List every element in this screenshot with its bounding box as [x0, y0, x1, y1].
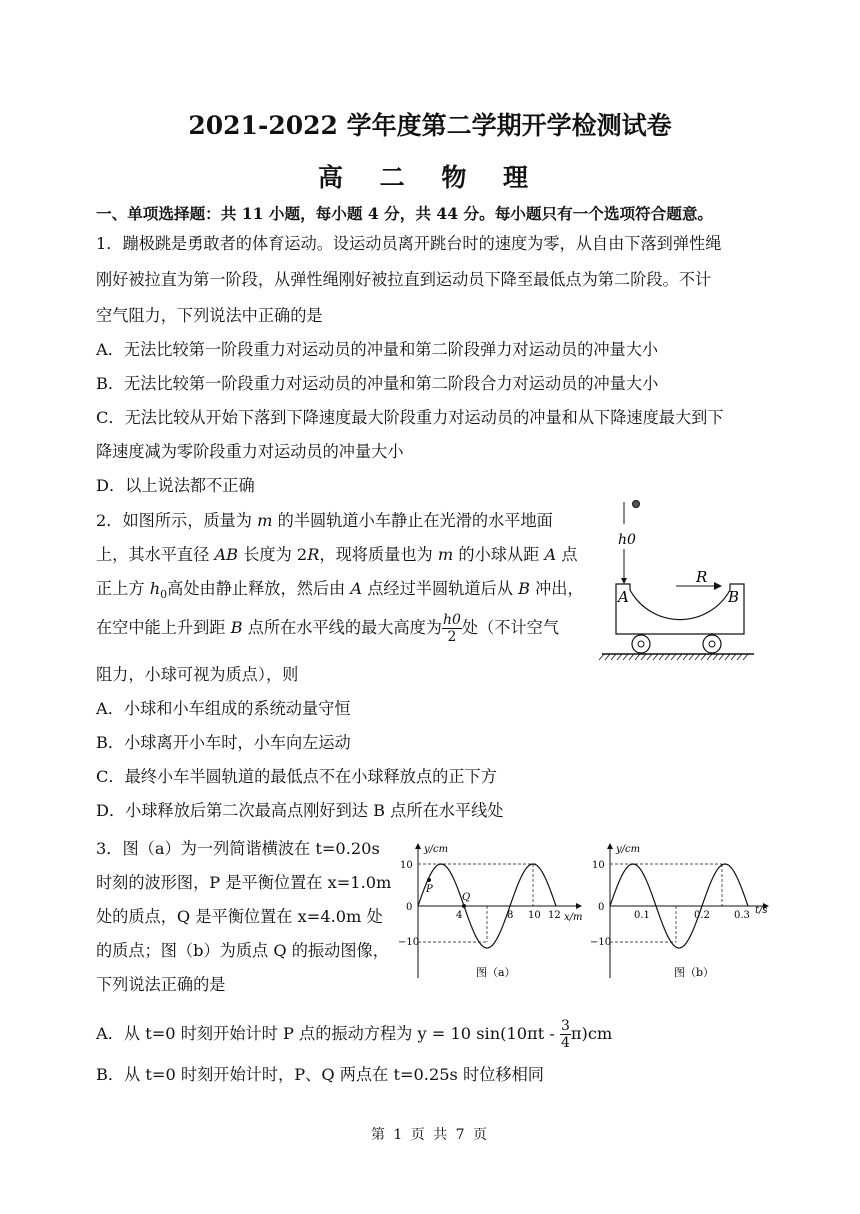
q2-stem-line2: 上，其水平直径 AB 长度为 2R，现将质量也为 m 的小球从距 A 点 — [96, 545, 578, 564]
svg-text:8: 8 — [507, 910, 514, 921]
q1-option-d: D．以上说法都不正确 — [96, 476, 255, 495]
svg-text:10: 10 — [528, 910, 541, 921]
svg-text:y/cm: y/cm — [424, 844, 449, 855]
q3-stem-line2: 时刻的波形图，P 是平衡位置在 x=1.0m — [96, 873, 392, 892]
q2-option-a: A．小球和小车组成的系统动量守恒 — [96, 699, 351, 718]
q2-option-d: D．小球释放后第二次最高点刚好到达 B 点所在水平线处 — [96, 801, 504, 820]
section-heading: 一、单项选择题：共 11 小题，每小题 4 分，共 44 分。每小题只有一个选项符合题意。 — [96, 204, 714, 223]
wave-graph-a — [396, 838, 586, 986]
svg-text:0.1: 0.1 — [634, 910, 650, 921]
q1-option-c-line1: C．无法比较从开始下落到下降速度最大阶段重力对运动员的冲量和从下降速度最大到下 — [96, 408, 724, 427]
q2-stem-line4: 在空中能上升到距 B 点所在水平线的最大高度为 $\frac{h0}{2}$ 处（不计空气 — [96, 612, 560, 645]
wave-graph-b — [588, 838, 773, 986]
svg-text:x/m: x/m — [564, 912, 583, 923]
q1-stem-line2: 刚好被拉直为第一阶段，从弹性绳刚好被拉直到运动员下降至最低点为第二阶段。不计 — [96, 270, 712, 289]
fraction-h0-over-2: $\frac{h0}{2}$ — [442, 612, 461, 645]
svg-text:0.2: 0.2 — [694, 910, 710, 921]
q2-stem-line5: 阻力，小球可视为质点），则 — [96, 665, 299, 684]
q1-stem-line1: 1．蹦极跳是勇敢者的体育运动。设运动员离开跳台时的速度为零，从自由下落到弹性绳 — [96, 234, 722, 253]
svg-text:图（a）: 图（a） — [476, 966, 516, 979]
svg-text:10: 10 — [400, 860, 413, 871]
q2-option-c: C．最终小车半圆轨道的最低点不在小球释放点的正下方 — [96, 767, 497, 786]
page-footer: 第 1 页 共 7 页 — [370, 1127, 490, 1143]
svg-text:Q: Q — [462, 892, 471, 903]
q2-stem-line1: 2．如图所示，质量为 m 的半圆轨道小车静止在光滑的水平地面 — [96, 511, 553, 530]
cart-halfpipe-figure — [596, 494, 756, 666]
q2-option-b: B．小球离开小车时，小车向左运动 — [96, 733, 351, 752]
svg-text:12: 12 — [548, 910, 561, 921]
q3-stem-line5: 下列说法正确的是 — [96, 975, 226, 994]
svg-text:10: 10 — [592, 860, 605, 871]
q1-option-a: A．无法比较第一阶段重力对运动员的冲量和第二阶段弹力对运动员的冲量大小 — [96, 340, 659, 359]
q2-stem-line3: 正上方 $h_0$高处由静止释放，然后由 A 点经过半圆轨道后从 B 冲出， — [96, 579, 584, 602]
q3-stem-line1: 3．图（a）为一列简谐横波在 t=0.20s — [96, 839, 380, 858]
r-label: R — [696, 568, 708, 586]
svg-text:−10: −10 — [398, 937, 420, 948]
h0-label: h0 — [618, 532, 636, 548]
ball-icon — [633, 501, 640, 508]
svg-text:y/cm: y/cm — [616, 844, 641, 855]
svg-text:0: 0 — [406, 902, 413, 913]
page-title: 2021-2022 学年度第二学期开学检测试卷 — [188, 111, 672, 140]
svg-text:0: 0 — [598, 902, 605, 913]
wheel-left-icon — [632, 635, 650, 653]
wheel-right-icon — [703, 635, 721, 653]
svg-text:图（b）: 图（b） — [674, 966, 715, 979]
b-label: B — [728, 588, 740, 606]
q1-stem-line3: 空气阻力，下列说法中正确的是 — [96, 306, 323, 325]
a-label: A — [618, 588, 629, 606]
q3-stem-line3: 处的质点，Q 是平衡位置在 x=4.0m 处 — [96, 907, 383, 926]
q3-option-b: B．从 t=0 时刻开始计时，P、Q 两点在 t=0.25s 时位移相同 — [96, 1065, 544, 1084]
subject-title: 高 二 物 理 — [317, 163, 543, 192]
svg-text:4: 4 — [456, 910, 463, 921]
q3-option-a: A．从 t=0 时刻开始计时 P 点的振动方程为 y = 10 sin(10πt - $\frac{3}{4}$ π)cm — [96, 1018, 613, 1051]
svg-text:P: P — [426, 884, 433, 895]
q1-option-c-line2: 降速度减为零阶段重力对运动员的冲量大小 — [96, 442, 404, 461]
svg-text:0.3: 0.3 — [734, 910, 750, 921]
svg-text:t/s: t/s — [755, 905, 768, 916]
q3-stem-line4: 的质点；图（b）为质点 Q 的振动图像， — [96, 941, 389, 960]
q1-option-b: B．无法比较第一阶段重力对运动员的冲量和第二阶段合力对运动员的冲量大小 — [96, 374, 659, 393]
svg-text:−10: −10 — [590, 937, 612, 948]
